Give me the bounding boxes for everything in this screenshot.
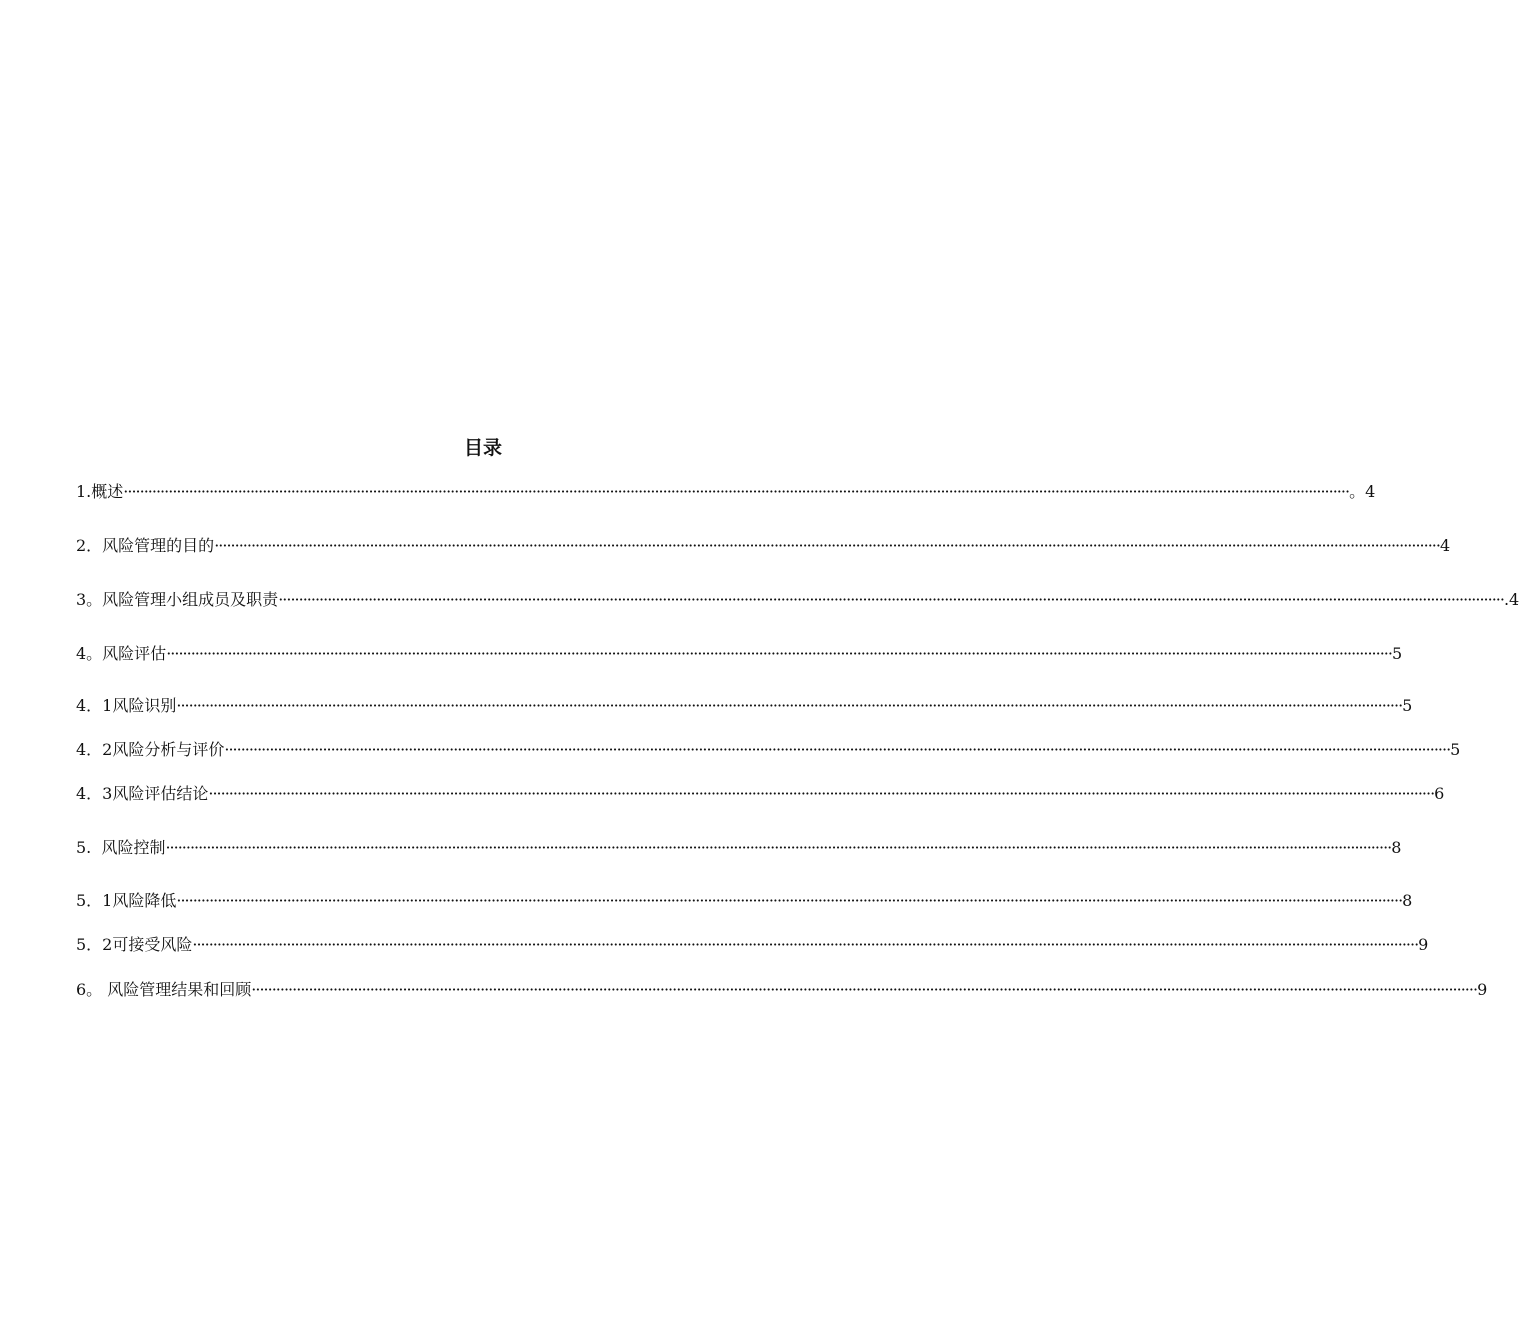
toc-entry[interactable] bbox=[76, 934, 1429, 956]
toc-entry[interactable] bbox=[76, 739, 1461, 761]
toc-entry-label: 6。 风险管理结果和回顾 bbox=[76, 980, 252, 999]
toc-entry-label: 3。风险管理小组成员及职责 bbox=[76, 590, 279, 609]
toc-entry-page: 。4 bbox=[1349, 482, 1376, 501]
toc-leader-dots: ············································································································································································································································································································ bbox=[251, 980, 1478, 999]
toc-entry-page: 5 bbox=[1391, 644, 1403, 663]
toc-entry-label: 4。风险评估 bbox=[76, 644, 167, 663]
toc-entry[interactable] bbox=[76, 783, 1445, 805]
toc-entry-page: 5 bbox=[1402, 696, 1413, 715]
toc-leader-dots: ············································································································································································································································································································ bbox=[208, 784, 1435, 803]
toc-leader-dots: ············································································································································································································································································································ bbox=[192, 935, 1419, 954]
toc-title: 目录 bbox=[463, 437, 502, 459]
toc-entry-page: 4 bbox=[1439, 536, 1451, 555]
toc-entry-label: 1.概述 bbox=[76, 482, 124, 501]
toc-entry-label: 4．2风险分析与评价 bbox=[76, 740, 225, 759]
toc-leader-dots: ············································································································································································································································································································ bbox=[224, 740, 1451, 759]
toc-entry[interactable] bbox=[76, 890, 1413, 912]
toc-entry[interactable] bbox=[76, 695, 1413, 717]
toc-entry-label: 4．1风险识别 bbox=[76, 696, 177, 715]
toc-entry[interactable] bbox=[76, 643, 1403, 665]
toc-leader-dots: ············································································································································································································································································································ bbox=[165, 838, 1392, 857]
toc-entry-label: 5．2可接受风险 bbox=[76, 935, 193, 954]
toc-entry-page: .4 bbox=[1503, 590, 1519, 609]
toc-entry-label: 5．1风险降低 bbox=[76, 891, 177, 910]
toc-leader-dots: ············································································································································································································································································································ bbox=[176, 696, 1403, 715]
toc-entry[interactable] bbox=[76, 837, 1402, 859]
toc-leader-dots: ············································································································································································································································································································ bbox=[123, 482, 1350, 501]
toc-entry-page: 9 bbox=[1477, 980, 1488, 999]
toc-entry-label: 4．3风险评估结论 bbox=[76, 784, 209, 803]
toc-entry[interactable] bbox=[76, 589, 1519, 611]
toc-leader-dots: ············································································································································································································································································································ bbox=[166, 644, 1392, 663]
toc-entry-page: 8 bbox=[1402, 891, 1413, 910]
toc-entry-page: 6 bbox=[1434, 784, 1445, 803]
toc-entry-page: 5 bbox=[1450, 740, 1461, 759]
toc-leader-dots: ············································································································································································································································································································ bbox=[214, 536, 1440, 555]
toc-entry-page: 8 bbox=[1391, 838, 1402, 857]
toc-entry[interactable] bbox=[76, 535, 1451, 557]
toc-leader-dots: ············································································································································································································································································································ bbox=[176, 891, 1403, 910]
toc-leader-dots: ············································································································································································································································································································ bbox=[278, 590, 1504, 609]
toc-entry[interactable] bbox=[76, 979, 1488, 1001]
toc-entry-page: 9 bbox=[1418, 935, 1429, 954]
toc-entry-label: 5. 风险控制 bbox=[76, 838, 166, 857]
toc-entry[interactable] bbox=[76, 481, 1376, 503]
toc-entry-label: 2．风险管理的目的 bbox=[76, 536, 215, 555]
